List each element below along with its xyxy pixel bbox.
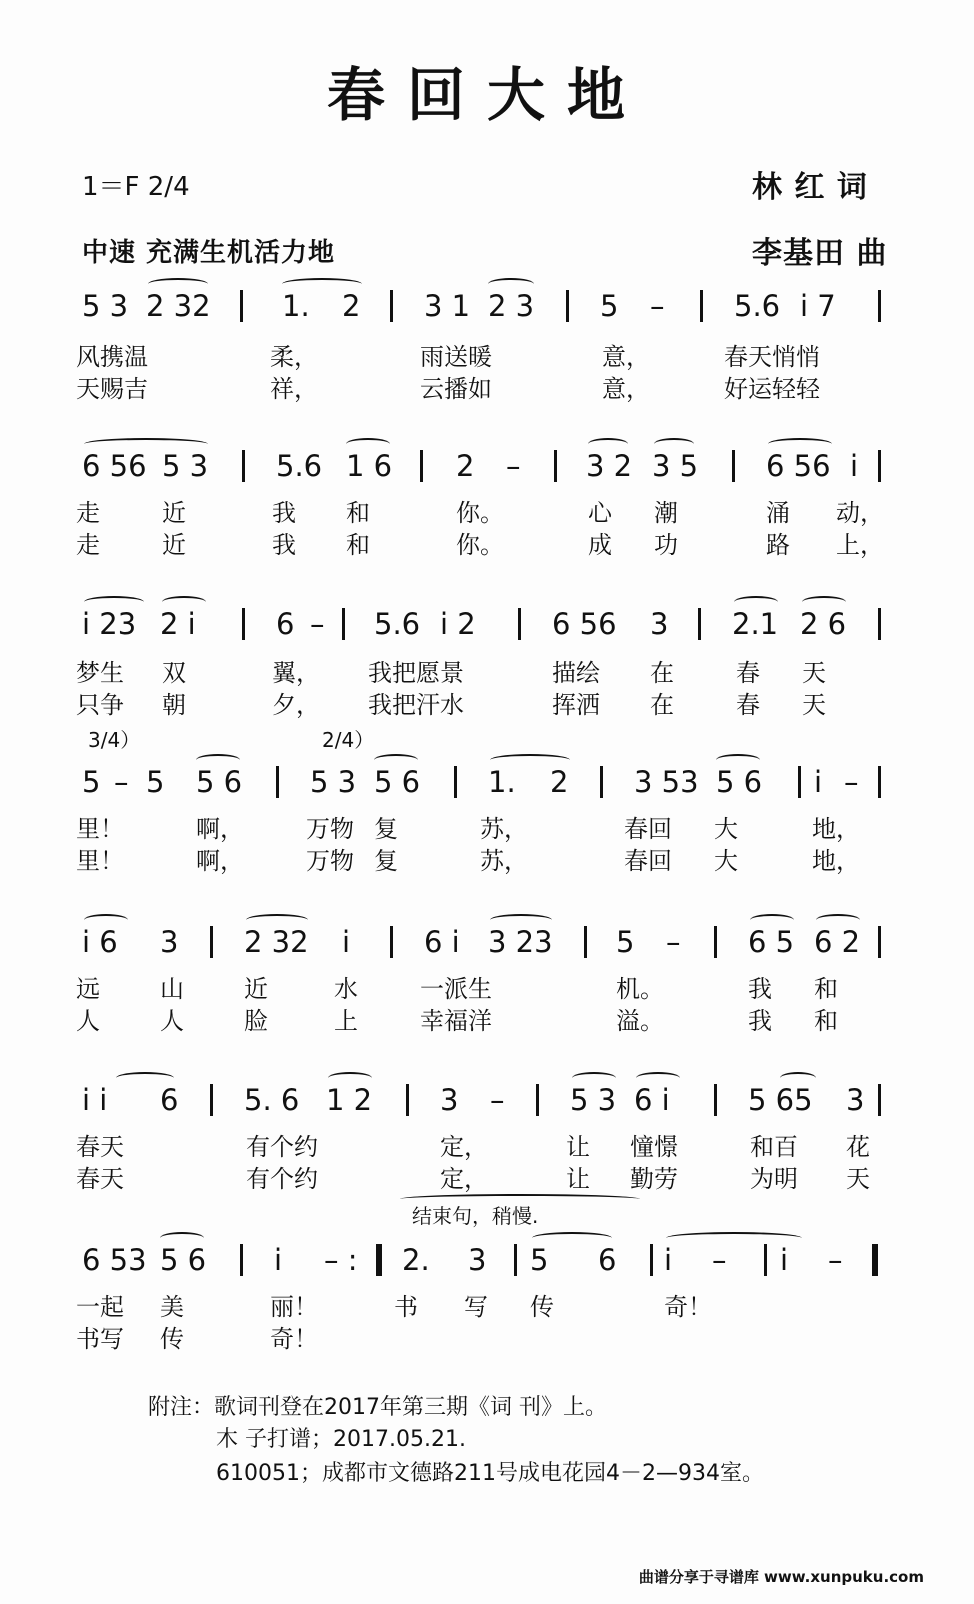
bar-line [878,766,881,798]
repeat-bar-line [376,1244,382,1276]
lyric-syllable: 双 [162,659,186,687]
lyric-syllable: 春 [736,659,760,687]
lyric-line [0,342,974,372]
lyric-syllable: 涌 [766,499,790,527]
lyric-syllable: 我 [272,531,296,559]
note-group: – [310,607,325,641]
note-group: 5.6 [374,607,421,641]
slur-mark [490,914,552,926]
note-group: 5 3 [82,289,129,323]
lyric-syllable: 和百 [750,1133,798,1161]
lyric-syllable: 让 [566,1165,590,1193]
note-group: 5 3 [162,449,209,483]
lyric-line [0,814,974,844]
lyric-syllable: 我 [272,499,296,527]
lyric-syllable: 传 [530,1293,554,1321]
lyric-syllable: 动， [836,499,884,527]
lyric-syllable: 夕， [272,691,320,719]
score-row [0,1080,974,1230]
note-group: 6 5 [748,925,795,959]
final-bar-line [872,1244,878,1276]
slur-mark [734,596,778,608]
bar-line [420,450,423,482]
lyric-syllable: 机。 [616,975,664,1003]
bar-line [518,608,521,640]
lyric-syllable: 我 [748,975,772,1003]
note-group: – [712,1243,727,1277]
bar-line [714,926,717,958]
note-group: 3 [846,1083,865,1117]
bar-line [700,290,703,322]
note-group: 6 i [424,925,460,959]
lyric-syllable: 翼， [272,659,320,687]
note-group: 2 [550,765,569,799]
lyric-line [0,846,974,876]
lyric-line [0,690,974,720]
note-group: 5.6 [276,449,323,483]
note-group: 5 65 [748,1083,813,1117]
note-group: 6 56 [552,607,617,641]
lyric-line [0,1006,974,1036]
lyric-syllable: 在 [650,691,674,719]
lyric-syllable: 成 [588,531,612,559]
bar-line [210,926,213,958]
note-group: 2 i [160,607,196,641]
note-group: i [850,449,859,483]
note-group: – [828,1243,843,1277]
lyric-syllable: 春天 [76,1165,124,1193]
notation-line [0,1240,974,1300]
lyric-syllable: 幸福洋 [420,1007,492,1035]
lyricist-credit: 林 红 词 [752,170,868,205]
note-group: 6 56 [766,449,831,483]
note-group: 6 56 [82,449,147,483]
slur-mark [490,754,570,766]
lyric-syllable: 描绘 [552,659,600,687]
slur-mark [636,1072,680,1084]
lyric-syllable: 风携温 [76,343,148,371]
watermark: 曲谱分享于寻谱库 www.xunpuku.com [638,1568,924,1586]
note-group: 3 [650,607,669,641]
bar-line [698,608,701,640]
note-group: 5 6 [196,765,243,799]
note-group: 5. 6 [244,1083,300,1117]
note-group: 1 6 [346,449,393,483]
bar-line [276,766,279,798]
lyric-syllable: 奇！ [270,1325,318,1353]
bar-line [878,290,881,322]
lyric-syllable: 里！ [76,847,124,875]
lyric-syllable: 写 [464,1293,488,1321]
lyric-syllable: 我把愿景 [368,659,464,687]
tie-mark [666,1232,802,1244]
bar-line [714,1084,717,1116]
lyric-syllable: 春天悄悄 [724,343,820,371]
lyric-syllable: 远 [76,975,100,1003]
slur-mark [84,914,128,926]
lyric-syllable: 春回 [624,847,672,875]
lyric-syllable: 心 [588,499,612,527]
slur-mark [116,1072,174,1084]
lyric-line [0,1132,974,1162]
slur-mark [374,754,418,766]
bar-line [406,1084,409,1116]
lyric-syllable: 意， [602,375,650,403]
note-group: 6 [160,1083,179,1117]
lyric-syllable: 丽！ [270,1293,318,1321]
note-group: – [650,289,665,323]
lyric-syllable: 祥， [270,375,318,403]
lyric-line [0,374,974,404]
lyric-syllable: 书 [394,1293,418,1321]
lyric-line [0,658,974,688]
lyric-syllable: 啊， [196,847,244,875]
bar-line [878,450,881,482]
lyric-syllable: 近 [162,531,186,559]
bar-line [600,766,603,798]
lyric-syllable: 定， [440,1133,488,1161]
lyric-syllable: 啊， [196,815,244,843]
lyric-syllable: 一起 [76,1293,124,1321]
note-group: 5 [530,1243,549,1277]
lyric-syllable: 在 [650,659,674,687]
note-group: 3 5 [652,449,699,483]
note-group: i [780,1243,789,1277]
slur-mark [572,1072,616,1084]
score-row [0,604,974,754]
slur-mark [162,596,206,608]
lyric-syllable: 万物 [306,847,354,875]
bar-line [242,450,245,482]
lyric-syllable: 苏， [480,815,528,843]
lyric-line [0,1164,974,1194]
bar-line [878,1084,881,1116]
note-group: – [506,449,521,483]
bar-line [878,926,881,958]
note-group: i 23 [82,607,137,641]
lyric-syllable: 挥洒 [552,691,600,719]
slur-mark [780,1072,816,1084]
note-group: 6 53 [82,1243,147,1277]
note-group: 5 3 [310,765,357,799]
bar-line [878,608,881,640]
lyric-syllable: 只争 [76,691,124,719]
lyric-syllable: 让 [566,1133,590,1161]
bar-line [536,1084,539,1116]
slur-mark [768,438,832,450]
note-group: 6 [598,1243,617,1277]
lyric-syllable: 脸 [244,1007,268,1035]
lyric-syllable: 复 [374,847,398,875]
lyric-syllable: 你。 [456,499,504,527]
lyric-syllable: 和 [814,975,838,1003]
lyric-syllable: 美 [160,1293,184,1321]
lyric-syllable: 云播如 [420,375,492,403]
lyric-syllable: 上， [836,531,884,559]
lyric-syllable: 路 [766,531,790,559]
score-row [0,286,974,436]
note-group: 2 32 [244,925,309,959]
note-group: i [664,1243,673,1277]
lyric-syllable: 春天 [76,1133,124,1161]
lyric-syllable: 万物 [306,815,354,843]
score-row [0,762,974,912]
footnote-line: 610051；成都市文德路211号成电花园4－2—934室。 [216,1461,764,1486]
lyric-line [0,1324,974,1354]
lyric-syllable: 天 [802,691,826,719]
lyric-syllable: 柔， [270,343,318,371]
note-group: 3 [160,925,179,959]
note-group: 5 6 [160,1243,207,1277]
meter-change-2-4: 2/4） [322,728,375,752]
note-group: 3 1 [424,289,471,323]
note-group: 2. [402,1243,430,1277]
note-group: 5 6 [716,765,763,799]
bar-line [242,608,245,640]
note-group: 5 [616,925,635,959]
lyric-syllable: 雨送暖 [420,343,492,371]
note-group: 3 53 [634,765,699,799]
lyric-syllable: 和 [346,531,370,559]
note-group: 5 [146,765,165,799]
lyric-line [0,1292,974,1322]
ending-note: 结束句，稍慢. [412,1204,539,1228]
slur-mark [196,754,240,766]
note-group: i 7 [800,289,836,323]
lyric-syllable: 天 [802,659,826,687]
lyric-syllable: 一派生 [420,975,492,1003]
lyric-syllable: 为明 [750,1165,798,1193]
lyric-syllable: 勤劳 [630,1165,678,1193]
lyric-syllable: 走 [76,499,100,527]
note-group: i 6 [82,925,118,959]
lyric-syllable: 我把汗水 [368,691,464,719]
slur-mark [488,278,534,290]
note-group: 6 [276,607,295,641]
note-group: – : [324,1243,358,1277]
note-group: 6 2 [814,925,861,959]
slur-mark [532,1232,612,1244]
notation-line [0,604,974,664]
lyric-syllable: 和 [814,1007,838,1035]
note-group: i i [82,1083,108,1117]
lyric-syllable: 溢。 [616,1007,664,1035]
lyric-syllable: 和 [346,499,370,527]
note-group: 2 6 [800,607,847,641]
lyric-syllable: 有个约 [246,1165,318,1193]
bar-line [764,1244,767,1276]
lyric-syllable: 地， [812,815,860,843]
slur-mark [750,914,794,926]
note-group: 5.6 [734,289,781,323]
slur-mark [246,914,308,926]
lyric-syllable: 苏， [480,847,528,875]
lyric-syllable: 定， [440,1165,488,1193]
lyric-syllable: 地， [812,847,860,875]
lyric-syllable: 我 [748,1007,772,1035]
lyric-line [0,530,974,560]
note-group: – [844,765,859,799]
lyric-syllable: 大 [714,815,738,843]
bar-line [732,450,735,482]
note-group: i [814,765,823,799]
meter-change-3-4: 3/4） [88,728,141,752]
bar-line [454,766,457,798]
key-time-signature: 1＝F 2/4 [82,172,190,202]
note-group: 2 [456,449,475,483]
lyric-syllable: 水 [334,975,358,1003]
notation-line [0,446,974,506]
note-group: – [114,765,129,799]
notation-line [0,762,974,822]
note-group: 1 2 [326,1083,373,1117]
lyric-syllable: 意， [602,343,650,371]
lyric-syllable: 大 [714,847,738,875]
footnote-line: 附注：歌词刊登在2017年第三期《词 刊》上。 [148,1395,607,1420]
bar-line [390,290,393,322]
note-group: 5 6 [374,765,421,799]
bar-line [390,926,393,958]
bar-line [514,1244,517,1276]
lyric-syllable: 天 [846,1165,870,1193]
slur-mark [346,438,390,450]
slur-mark [84,596,144,608]
lyric-syllable: 书写 [76,1325,124,1353]
note-group: 3 23 [488,925,553,959]
composer-credit: 李基田 曲 [752,236,888,271]
note-group: 2.1 [732,607,779,641]
lyric-syllable: 春回 [624,815,672,843]
note-group: – [490,1083,505,1117]
lyric-syllable: 功 [654,531,678,559]
lyric-syllable: 好运轻轻 [724,375,820,403]
slur-mark [654,438,694,450]
note-group: 5 [600,289,619,323]
notation-line [0,1080,974,1140]
note-group: 5 3 [570,1083,617,1117]
lyric-syllable: 有个约 [246,1133,318,1161]
lyric-syllable: 近 [244,975,268,1003]
lyric-syllable: 你。 [456,531,504,559]
bar-line [210,1084,213,1116]
notation-line [0,922,974,982]
bar-line [240,290,243,322]
bar-line [798,766,801,798]
lyric-syllable: 山 [160,975,184,1003]
slur-mark [148,278,208,290]
slur-mark [816,914,860,926]
slur-mark [588,438,628,450]
lyric-line [0,974,974,1004]
note-group: 1. [488,765,516,799]
lyric-syllable: 奇！ [664,1293,712,1321]
slur-mark [282,278,362,290]
lyric-syllable: 人 [76,1007,100,1035]
note-group: 2 32 [146,289,211,323]
lyric-syllable: 春 [736,691,760,719]
slur-mark [328,1072,372,1084]
footnote-line: 木 子打谱；2017.05.21. [216,1427,466,1452]
lyric-syllable: 潮 [654,499,678,527]
score-row [0,1240,974,1390]
lyric-syllable: 里！ [76,815,124,843]
note-group: i 2 [440,607,476,641]
lyric-syllable: 朝 [162,691,186,719]
lyric-syllable: 人 [160,1007,184,1035]
lyric-syllable: 梦生 [76,659,124,687]
bar-line [566,290,569,322]
slur-mark [716,754,760,766]
note-group: 3 [440,1083,459,1117]
note-group: 1. [282,289,310,323]
lyric-line [0,498,974,528]
note-group: 3 [468,1243,487,1277]
note-group: 2 [342,289,361,323]
note-group: 6 i [634,1083,670,1117]
lyric-syllable: 花 [846,1133,870,1161]
note-group: – [666,925,681,959]
note-group: i [274,1243,283,1277]
bar-line [554,450,557,482]
bar-line [650,1244,653,1276]
lyric-syllable: 传 [160,1325,184,1353]
lyric-syllable: 上 [334,1007,358,1035]
lyric-syllable: 憧憬 [630,1133,678,1161]
note-group: 3 2 [586,449,633,483]
notation-line [0,286,974,346]
score-row [0,922,974,1072]
score-row [0,446,974,596]
note-group: 5 [82,765,101,799]
lyric-syllable: 走 [76,531,100,559]
bar-line [342,608,345,640]
slur-mark [84,438,208,450]
slur-mark [802,596,846,608]
tempo-marking: 中速 充满生机活力地 [82,238,336,268]
bar-line [240,1244,243,1276]
slur-mark [160,1232,204,1244]
lyric-syllable: 近 [162,499,186,527]
song-title: 春回大地 [326,61,647,129]
note-group: 2 3 [488,289,535,323]
note-group: i [342,925,351,959]
bar-line [584,926,587,958]
lyric-syllable: 复 [374,815,398,843]
lyric-syllable: 天赐吉 [76,375,148,403]
